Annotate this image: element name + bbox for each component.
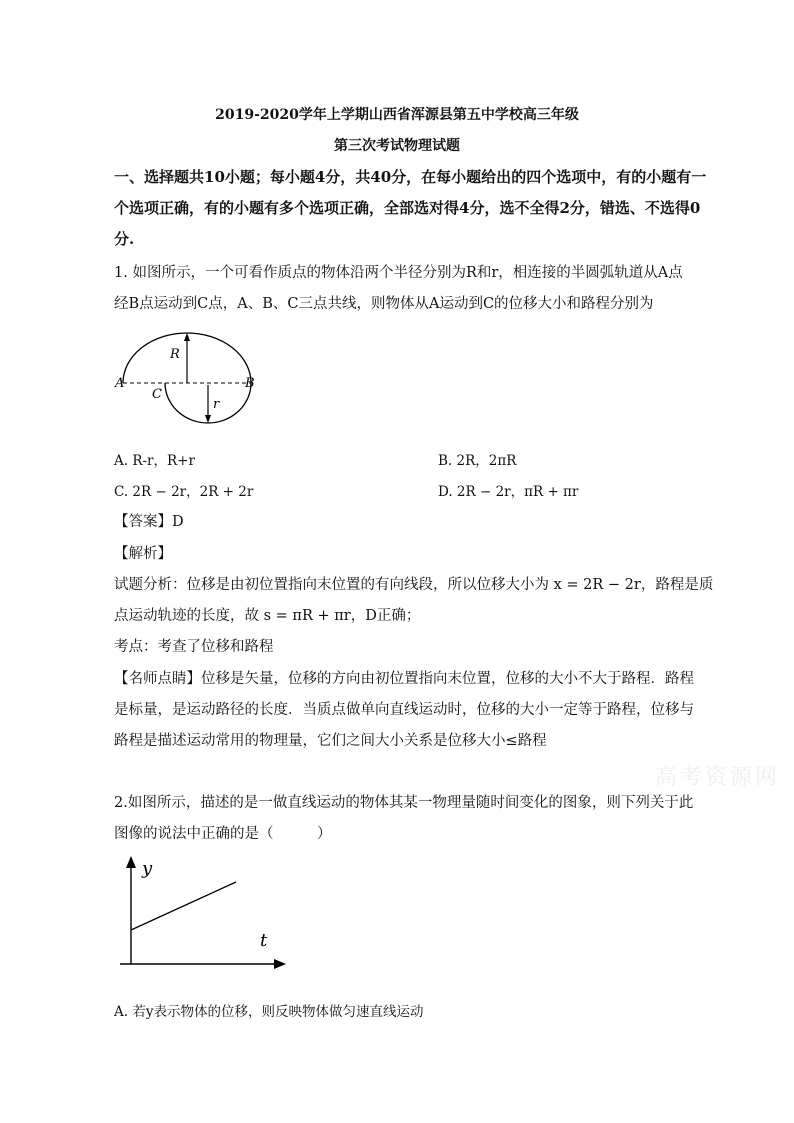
label-t: t (260, 930, 268, 951)
q1-analysis-heading: 【解析】 (114, 546, 172, 562)
watermark-text: 高考资源网 (655, 765, 781, 790)
q1-stem-line2: 经B点运动到C点，A、B、C三点共线，则物体从A运动到C的位移大小和路程分别为 (114, 296, 654, 312)
q1-tip-line1: 【名师点睛】位移是矢量，位移的方向由初位置指向末位置，位移的大小不大于路程．路程 (114, 671, 694, 687)
exam-title-line2: 第三次考试物理试题 (334, 138, 460, 154)
q1-option-b: B. 2R，2πR (438, 453, 517, 469)
q1-option-d: D. 2R − 2r，πR + πr (438, 484, 579, 500)
q1-answer: 【答案】D (114, 514, 184, 530)
q2-stem-line1: 2.如图所示，描述的是一做直线运动的物体其某一物理量随时间变化的图象，则下列关于此 (114, 795, 694, 811)
label-R: R (170, 347, 180, 362)
q1-analysis-line1: 试题分析：位移是由初位置指向末位置的有向线段，所以位移大小为 x = 2R − 2r，路程是质 (114, 577, 714, 593)
label-B: B (245, 376, 255, 391)
section-instructions-line1: 一、选择题共10小题；每小题4分，共40分，在每小题给出的四个选项中，有的小题有一 (114, 168, 707, 186)
label-C: C (152, 387, 162, 402)
q2-option-a: A. 若y表示物体的位移，则反映物体做匀速直线运动 (114, 1004, 424, 1020)
radius-r-arrowhead (205, 415, 211, 423)
section-instructions-line3: 分. (114, 230, 135, 248)
section-instructions-line2: 个选项正确，有的小题有多个选项正确，全部选对得4分，选不全得2分，错选、不选得0 (114, 199, 701, 217)
graph-line (131, 882, 236, 930)
t-axis-arrowhead (274, 959, 286, 969)
q1-tip-line3: 路程是描述运动常用的物理量，它们之间大小关系是位移大小≤路程 (114, 733, 547, 749)
q1-analysis-line2: 点运动轨迹的长度，故 s = πR + πr，D正确； (114, 608, 421, 624)
q1-semicircle-figure (110, 328, 260, 428)
label-r: r (213, 397, 220, 412)
y-axis-arrowhead (126, 856, 136, 868)
q1-stem-line1: 1. 如图所示，一个可看作质点的物体沿两个半径分别为R和r，相连接的半圆弧轨道从A点 (114, 265, 683, 281)
q1-kaodian: 考点：考查了位移和路程 (114, 639, 274, 655)
label-y: y (142, 858, 153, 879)
label-A: A (115, 376, 125, 391)
q1-option-c: C. 2R − 2r，2R + 2r (114, 484, 254, 500)
radius-R-arrowhead (184, 333, 190, 341)
q1-option-a: A. R-r，R+r (114, 453, 195, 469)
q1-tip-line2: 是标量，是运动路径的长度．当质点做单向直线运动时，位移的大小一定等于路程，位移与 (114, 702, 694, 718)
q2-stem-line2: 图像的说法中正确的是（ ） (114, 826, 332, 842)
q2-graph-figure (118, 852, 293, 977)
exam-title-line1: 2019-2020学年上学期山西省浑源县第五中学校高三年级 (215, 107, 579, 123)
